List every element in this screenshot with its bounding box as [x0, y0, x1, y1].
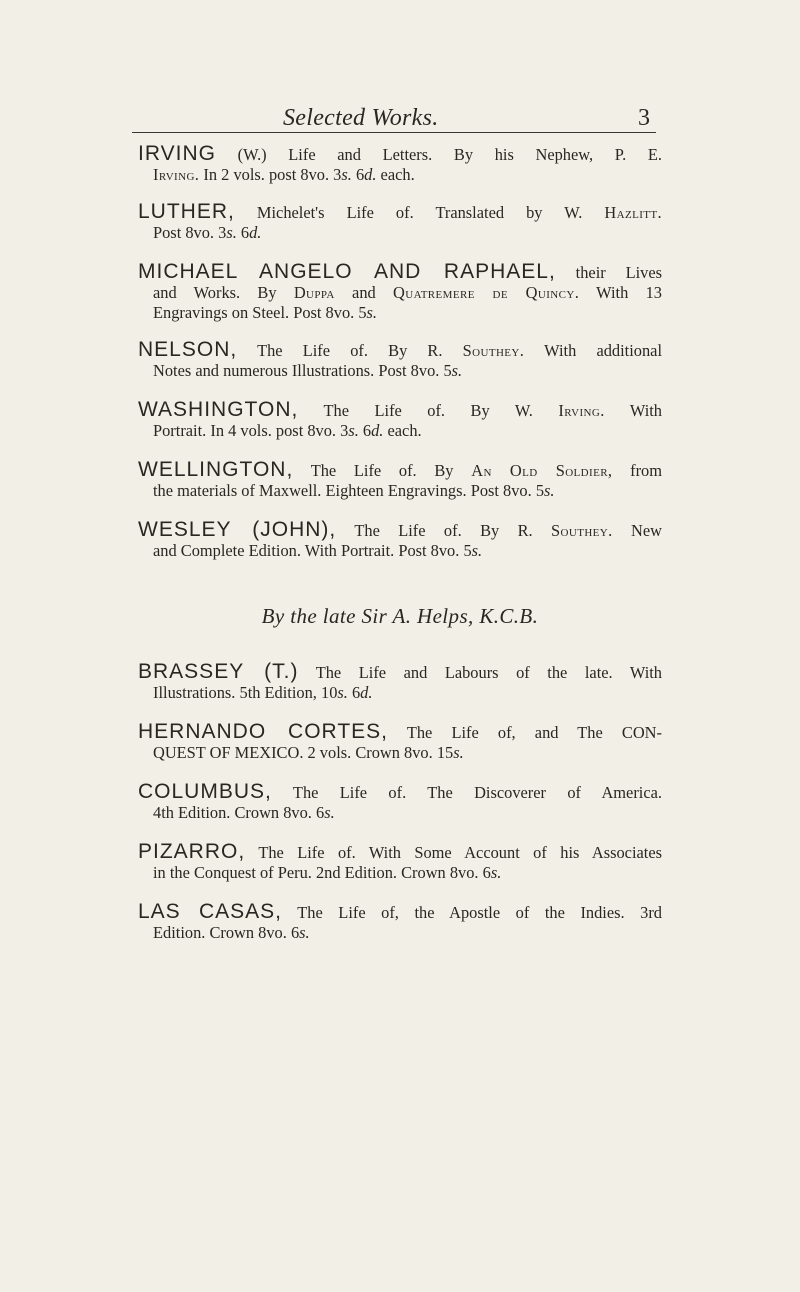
entry-nelson: NELSON, The Life of. By R. Southey. With additional Notes and numerous Illustrations. Post 8vo. 5s. — [138, 338, 662, 380]
section-heading: By the late Sir A. Helps, K.C.B. — [261, 604, 539, 628]
entry-washington: WASHINGTON, The Life of. By W. Irving. With Portrait. In 4 vols. post 8vo. 3s. 6d. each. — [138, 398, 663, 440]
entry-las-casas: LAS CASAS, The Life of, the Apostle of the Indies. 3rd Edition. Crown 8vo. 6s. — [138, 900, 662, 942]
entry-pizarro: PIZARRO, The Life of. With Some Account of his Associates in the Conquest of Peru. 2nd Edition. Crown 8vo. 6s. — [138, 840, 662, 882]
entry-name: WASHINGTON, — [138, 398, 299, 421]
entry-name: BRASSEY (T.) — [138, 660, 299, 683]
header-rule — [132, 132, 656, 133]
entry-columbus: COLUMBUS, The Life of. The Discoverer of America. 4th Edition. Crown 8vo. 6s. — [138, 780, 662, 822]
entry-name: WESLEY (JOHN), — [138, 518, 337, 541]
entry-brassey: BRASSEY (T.) The Life and Labours of the late. With Illustrations. 5th Edition, 10s. 6d. — [138, 660, 663, 702]
entry-name: COLUMBUS, — [138, 780, 272, 803]
page-header — [0, 0, 800, 140]
entry-name: PIZARRO, — [138, 840, 246, 863]
page-number: 3 — [638, 105, 650, 131]
entry-wellington: WELLINGTON, The Life of. By An Old Soldier, from the materials of Maxwell. Eighteen Engravings. Post 8vo. 5s. — [138, 458, 663, 500]
entry-name: HERNANDO CORTES, — [138, 720, 389, 743]
entry-name: WELLINGTON, — [138, 458, 294, 481]
running-title: Selected Works. — [283, 105, 439, 131]
entry-wesley: WESLEY (JOHN), The Life of. By R. Southey. New and Complete Edition. With Portrait. Post 8vo. 5s. — [138, 518, 662, 560]
entry-name: MICHAEL ANGELO AND RAPHAEL, — [138, 260, 556, 283]
entry-hernando-cortes: HERNANDO CORTES, The Life of, and The CON- QUEST OF MEXICO. 2 vols. Crown 8vo. 15s. — [138, 720, 662, 762]
entry-irving: IRVING (W.) Life and Letters. By his Nephew, P. E. Irving. In 2 vols. post 8vo. 3s. 6d. each. — [138, 142, 662, 184]
entry-name: IRVING — [138, 142, 216, 165]
entry-name: LAS CASAS, — [138, 900, 283, 923]
entry-michael-angelo-raphael: MICHAEL ANGELO AND RAPHAEL, their Lives and Works. By Duppa and Quatremere de Quincy. With 13 Engravings on Steel. Post 8vo. 5s. — [138, 260, 662, 322]
entry-name: NELSON, — [138, 338, 238, 361]
entry-luther: LUTHER, Michelet's Life of. Translated by W. Hazlitt. Post 8vo. 3s. 6d. — [138, 200, 662, 242]
entry-name: LUTHER, — [138, 200, 235, 223]
